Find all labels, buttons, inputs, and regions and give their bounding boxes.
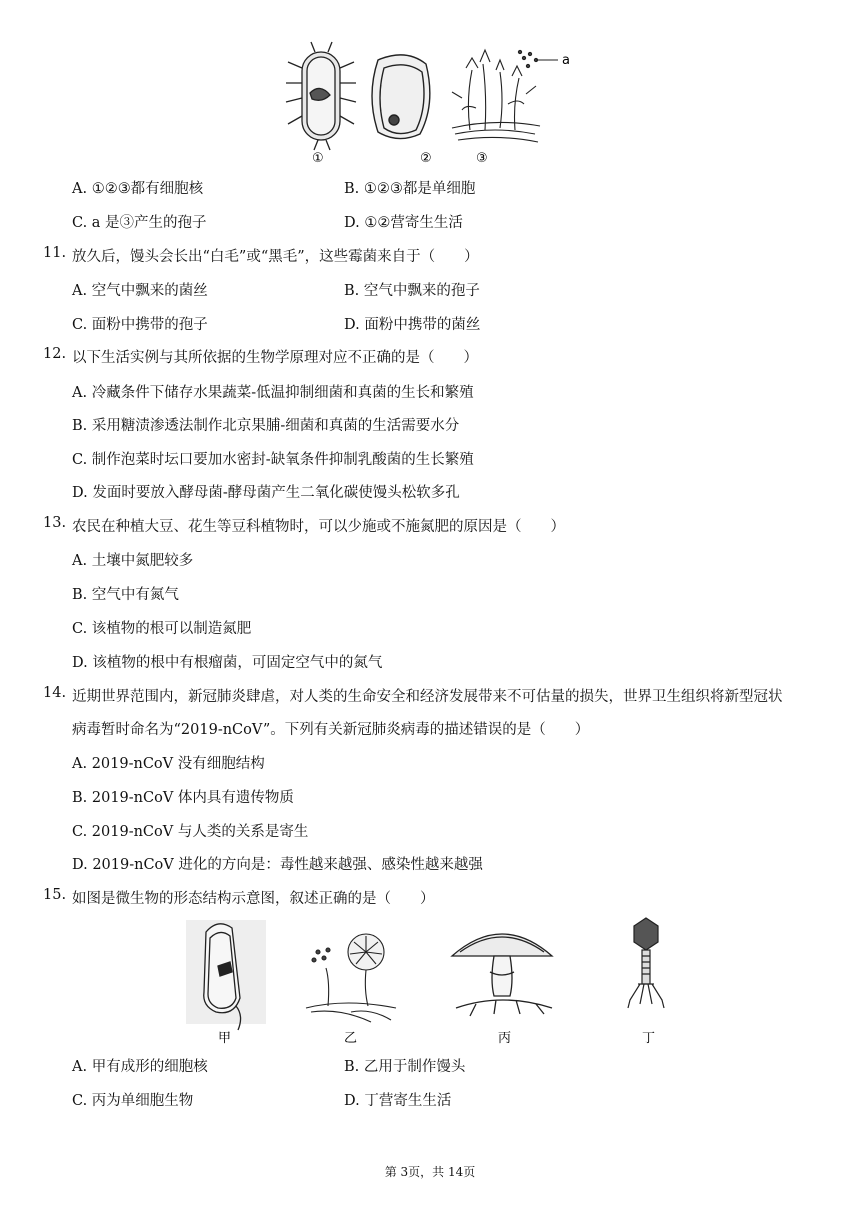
- q10-figure: [280, 38, 580, 168]
- q15-stem: 如图是微生物的形态结构示意图，叙述正确的是（ ）: [72, 891, 435, 907]
- q14-number: 14.: [43, 685, 67, 701]
- figure-label-yi: 乙: [344, 1031, 358, 1046]
- q10-option-c: C. a 是③产生的孢子: [72, 215, 207, 231]
- q12-option-b: B. 采用糖渍渗透法制作北京果脯-细菌和真菌的生活需要水分: [72, 418, 460, 434]
- bacterium-drawing: [286, 42, 356, 150]
- yeast-cell-drawing: [372, 55, 430, 139]
- q13-number: 13.: [43, 515, 67, 531]
- q10-option-a: A. ①②③都有细胞核: [72, 181, 204, 197]
- q11-option-d: D. 面粉中携带的菌丝: [344, 317, 481, 333]
- figure-label-bing: 丙: [498, 1031, 512, 1046]
- q15-option-c: C. 丙为单细胞生物: [72, 1093, 194, 1109]
- mushroom-drawing: [452, 934, 552, 1016]
- q14-option-c: C. 2019-nCoV 与人类的关系是寄生: [72, 824, 309, 840]
- q15-option-d: D. 丁营寄生生活: [344, 1093, 452, 1109]
- q13-option-b: B. 空气中有氮气: [72, 587, 179, 603]
- figure-label-ding: 丁: [642, 1031, 656, 1046]
- q15-figure: [176, 912, 676, 1050]
- q13-option-c: C. 该植物的根可以制造氮肥: [72, 621, 252, 637]
- figure-label-1: ①: [312, 151, 324, 166]
- q11-option-c: C. 面粉中携带的孢子: [72, 317, 208, 333]
- figure-label-jia: 甲: [218, 1031, 232, 1046]
- pointer-label-a: a: [562, 53, 570, 68]
- q14-stem-line1: 近期世界范围内，新冠肺炎肆虐，对人类的生命安全和经济发展带来不可估量的损失，世界卫生组织将新型冠状: [72, 689, 783, 705]
- q13-stem: 农民在种植大豆、花生等豆科植物时，可以少施或不施氮肥的原因是（ ）: [72, 519, 565, 535]
- q12-number: 12.: [43, 346, 67, 362]
- q15-option-a: A. 甲有成形的细胞核: [72, 1059, 208, 1075]
- q13-option-a: A. 土壤中氮肥较多: [72, 553, 194, 569]
- bacteriophage-drawing: [628, 918, 664, 1008]
- q11-option-b: B. 空气中飘来的孢子: [344, 283, 480, 299]
- mold-drawing: [452, 50, 558, 142]
- q12-option-d: D. 发面时要放入酵母菌-酵母菌产生二氧化碳使馒头松软多孔: [72, 485, 460, 501]
- figure-label-3: ③: [476, 151, 488, 166]
- q15-number: 15.: [43, 887, 67, 903]
- q10-option-d: D. ①②营寄生生活: [344, 215, 463, 231]
- q14-option-d: D. 2019-nCoV 进化的方向是：毒性越来越强、感染性越来越强: [72, 857, 483, 873]
- q12-option-a: A. 冷藏条件下储存水果蔬菜-低温抑制细菌和真菌的生长和繁殖: [72, 385, 474, 401]
- q11-stem: 放久后，馒头会长出“白毛”或“黑毛”，这些霉菌来自于（ ）: [72, 249, 479, 265]
- q11-number: 11.: [43, 245, 67, 261]
- q10-option-b: B. ①②③都是单细胞: [344, 181, 476, 197]
- q12-stem: 以下生活实例与其所依据的生物学原理对应不正确的是（ ）: [72, 350, 478, 366]
- page-footer: 第 3页，共 14页: [384, 1165, 476, 1179]
- q14-option-a: A. 2019-nCoV 没有细胞结构: [72, 756, 265, 772]
- figure-label-2: ②: [420, 151, 432, 166]
- q13-option-d: D. 该植物的根中有根瘤菌，可固定空气中的氮气: [72, 655, 383, 671]
- bacterium-drawing: [186, 920, 266, 1030]
- q15-option-b: B. 乙用于制作馒头: [344, 1059, 466, 1075]
- q14-stem-line2: 病毒暂时命名为“2019-nCoV”。下列有关新冠肺炎病毒的描述错误的是（ ）: [72, 722, 590, 738]
- mold-drawing: [306, 934, 396, 1022]
- q11-option-a: A. 空气中飘来的菌丝: [72, 283, 208, 299]
- q14-option-b: B. 2019-nCoV 体内具有遗传物质: [72, 790, 294, 806]
- q12-option-c: C. 制作泡菜时坛口要加水密封-缺氧条件抑制乳酸菌的生长繁殖: [72, 452, 474, 468]
